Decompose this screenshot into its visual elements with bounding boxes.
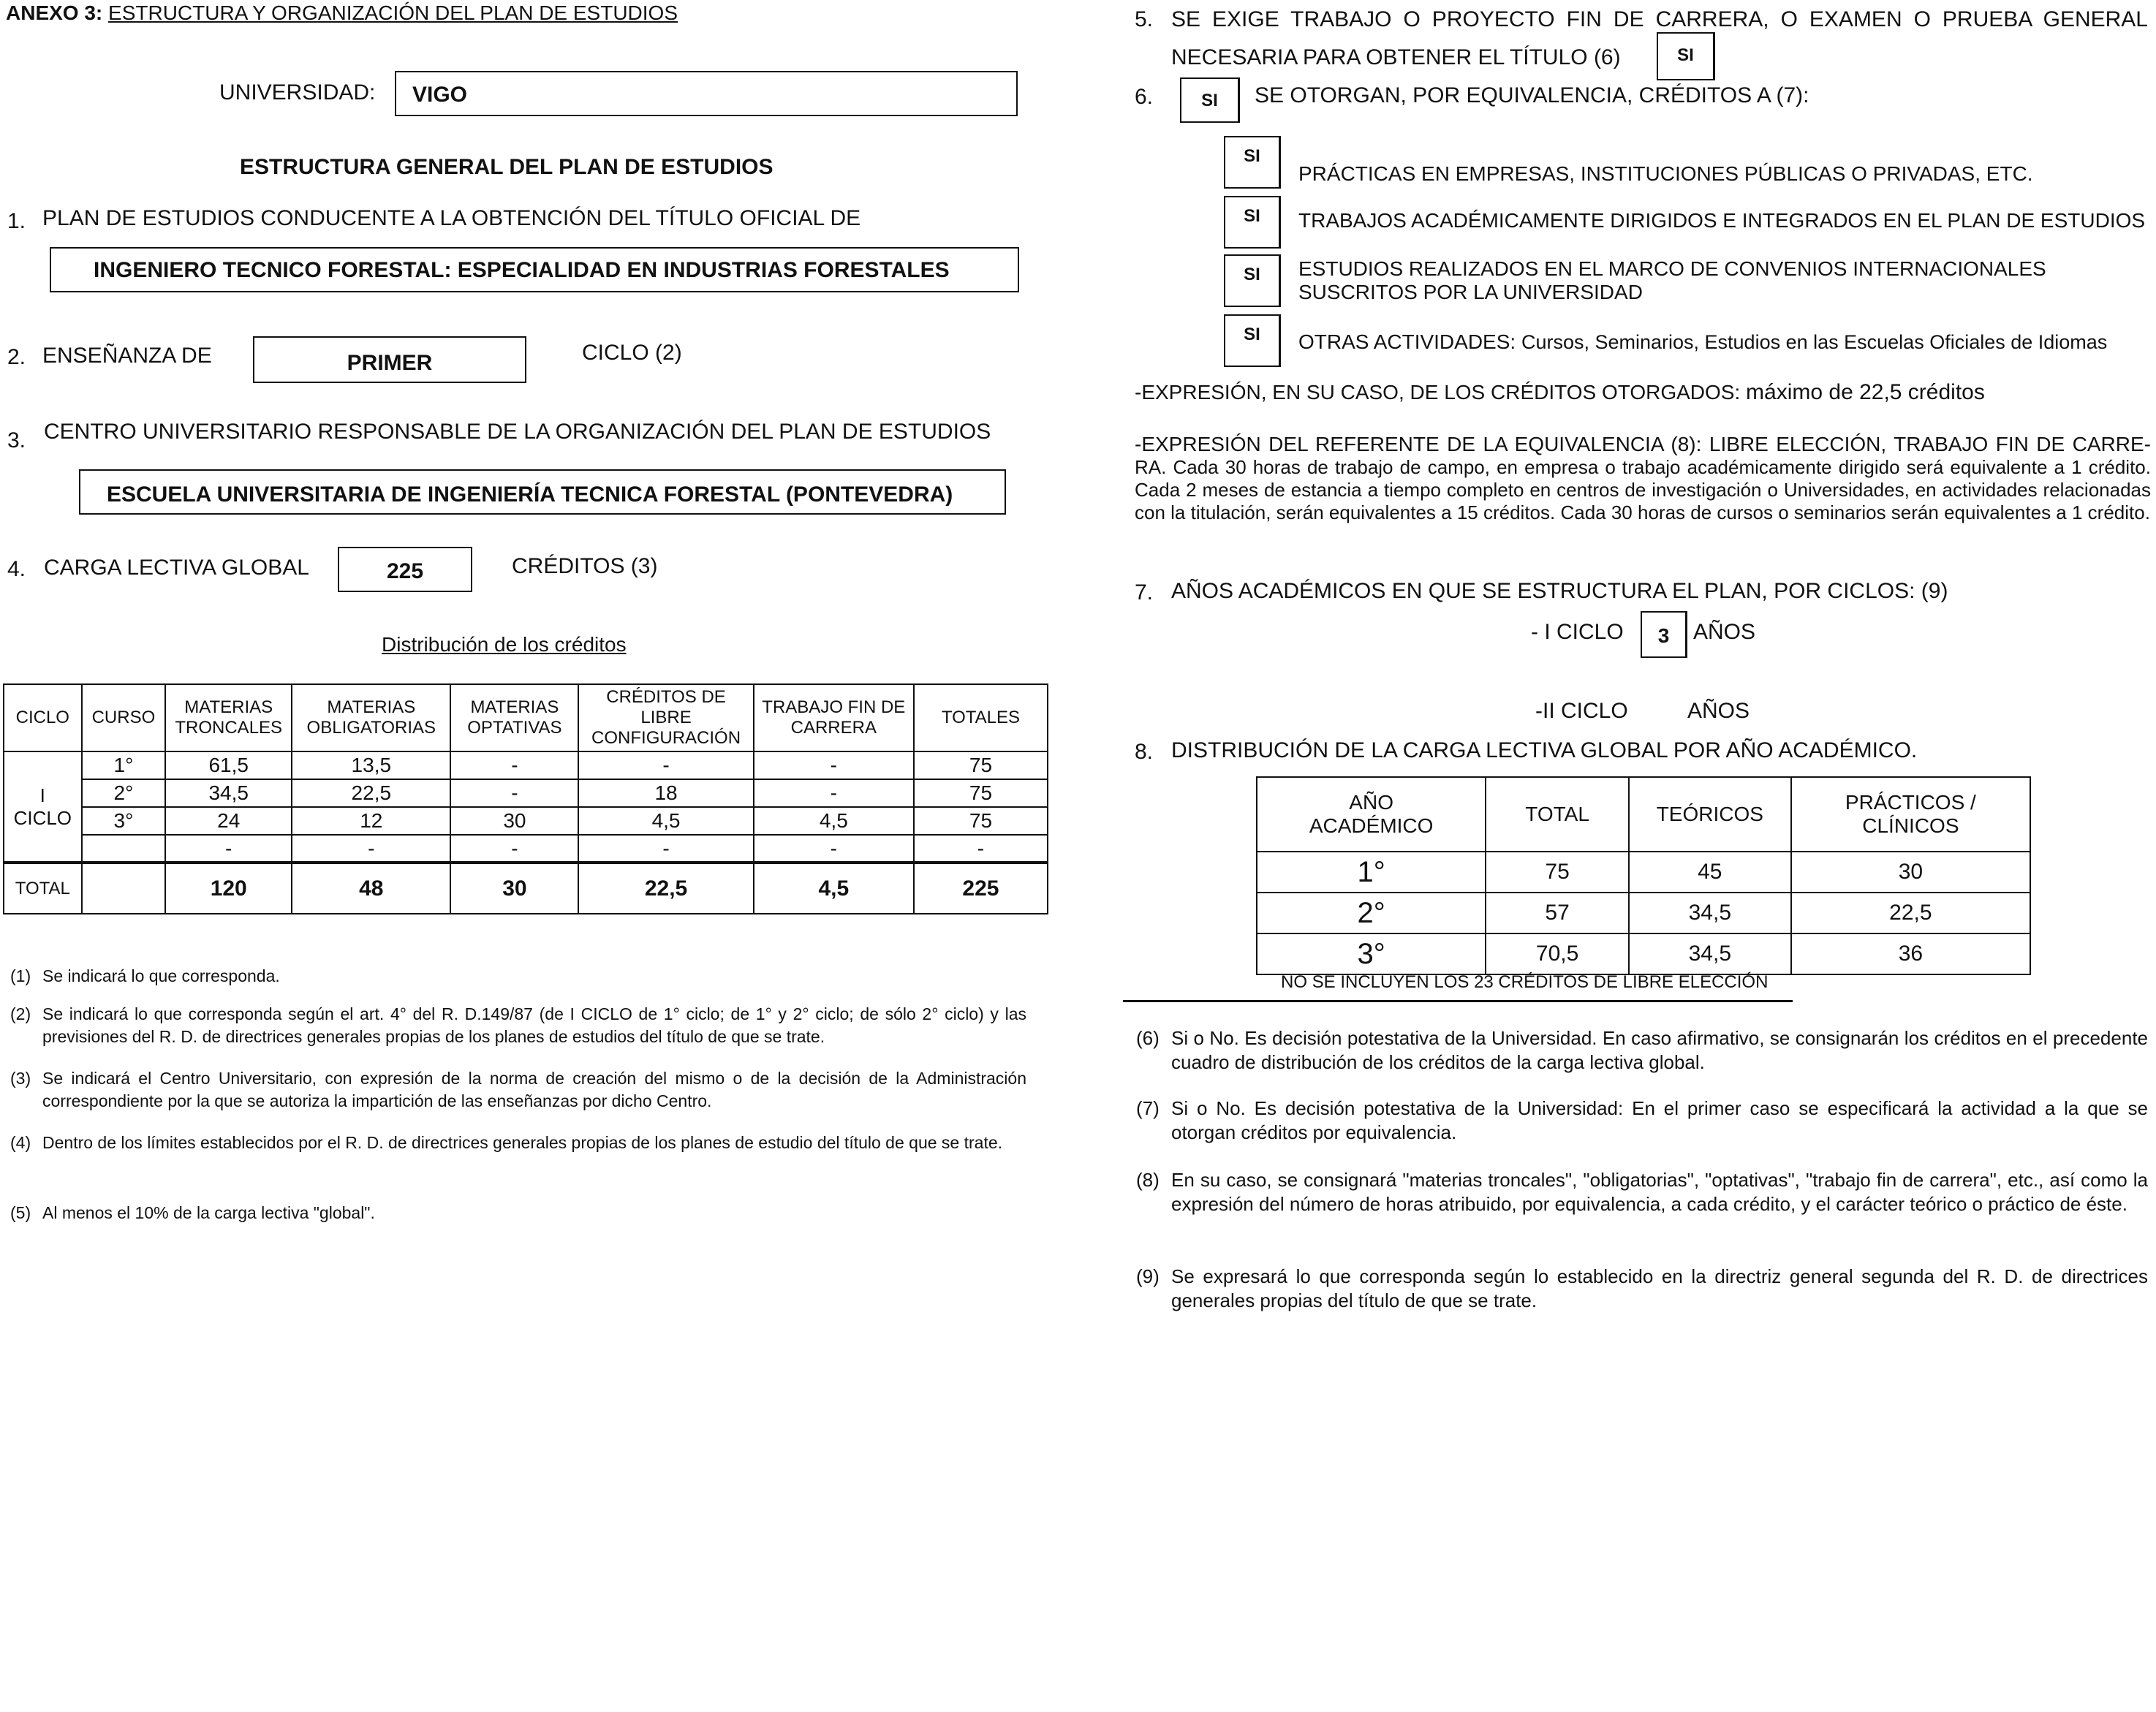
table-header-row bbox=[4, 684, 1048, 751]
footnote-text: Si o No. Es decisión potestativa de la Universidad. En caso afirmativo, se consignarán los créditos en el precedente cuadro de distribución de los créditos de la carga lectiva global. bbox=[1171, 1027, 2148, 1073]
activity-answer: SI bbox=[1244, 146, 1260, 166]
activity-label bbox=[1298, 330, 2107, 354]
activity-label-line2: SUSCRITOS POR LA UNIVERSIDAD bbox=[1298, 281, 1643, 303]
equivalence-reference-heading: -EXPRESIÓN DEL REFERENTE DE LA EQUIVALENCIA (8): LIBRE ELECCIÓN, TRABAJO FIN DE CARRE- bbox=[1135, 433, 2151, 455]
ciclo1-unit: AÑOS bbox=[1693, 620, 1756, 644]
table-cell: - bbox=[165, 835, 292, 863]
item6-answer-box bbox=[1180, 77, 1240, 123]
header-cell: MATERIAS OBLIGATORIAS bbox=[292, 684, 450, 751]
header-cell: PRÁCTICOS / CLÍNICOS bbox=[1791, 777, 2030, 852]
cycle-field bbox=[253, 336, 526, 383]
table-cell: 75 bbox=[1486, 852, 1629, 893]
table-cell: - bbox=[578, 751, 753, 779]
activity-label-detail: Cursos, Seminarios, Estudios en las Escuelas Oficiales de Idiomas bbox=[1521, 331, 2108, 353]
item5-answer: SI bbox=[1677, 45, 1694, 65]
table-cell: 75 bbox=[914, 779, 1048, 807]
table-cell: - bbox=[450, 779, 578, 807]
item8-number: 8. bbox=[1135, 740, 1154, 764]
table-cell: 12 bbox=[292, 807, 450, 835]
item2-suffix: CICLO (2) bbox=[582, 341, 682, 365]
header-cell: TEÓRICOS bbox=[1629, 777, 1791, 852]
activity-label: PRÁCTICAS EN EMPRESAS, INSTITUCIONES PÚBLICAS O PRIVADAS, ETC. bbox=[1298, 162, 2033, 185]
table-cell: 24 bbox=[165, 807, 292, 835]
ciclo1-years-value: 3 bbox=[1657, 624, 1670, 647]
year-cell: 1° bbox=[1257, 852, 1486, 893]
total-label: TOTAL bbox=[4, 863, 82, 914]
item2-text: ENSEÑANZA DE bbox=[42, 344, 212, 368]
table-cell: 75 bbox=[914, 807, 1048, 835]
item1-number: 1. bbox=[7, 209, 26, 233]
total-cell: 48 bbox=[292, 863, 450, 914]
table-cell: - bbox=[450, 835, 578, 863]
footnote-number: (7) bbox=[1136, 1097, 1160, 1119]
footnote-number: (5) bbox=[10, 1203, 31, 1222]
header-cell: TOTALES bbox=[914, 684, 1048, 751]
table-cell: 2° bbox=[82, 779, 166, 807]
credits-expression-value: máximo de 22,5 créditos bbox=[1746, 380, 1985, 404]
section-heading: ESTRUCTURA GENERAL DEL PLAN DE ESTUDIOS bbox=[240, 155, 773, 179]
divider-line bbox=[1123, 1000, 1793, 1002]
table-row bbox=[1257, 852, 2030, 893]
item5-line2: NECESARIA PARA OBTENER EL TÍTULO (6) bbox=[1171, 45, 1621, 69]
item7-number: 7. bbox=[1135, 580, 1154, 605]
activity-label: ESTUDIOS REALIZADOS EN EL MARCO DE CONVENIOS INTERNACIONALES bbox=[1298, 257, 2046, 280]
footnote-text: Se expresará lo que corresponda según lo establecido en la directriz general segunda del R. D. de directrices generales propias del título de que se trate. bbox=[1171, 1265, 2148, 1311]
table-row bbox=[4, 751, 1048, 779]
table-cell: 34,5 bbox=[165, 779, 292, 807]
header-cell: CURSO bbox=[82, 684, 166, 751]
table-cell: 45 bbox=[1629, 852, 1791, 893]
table-cell: 1° bbox=[82, 751, 166, 779]
cycle-value: PRIMER bbox=[347, 351, 433, 375]
table-row bbox=[4, 807, 1048, 835]
table-row bbox=[4, 835, 1048, 863]
item3-text: CENTRO UNIVERSITARIO RESPONSABLE DE LA ORGANIZACIÓN DEL PLAN DE ESTUDIOS bbox=[44, 420, 991, 444]
table-cell: 22,5 bbox=[292, 779, 450, 807]
table-cell: 70,5 bbox=[1486, 933, 1629, 974]
footnote-text: En su caso, se consignará "materias troncales", "obligatorias", "optativas", "trabajo fin de carrera", etc., así como la expresión del número de horas atribuido, por equivalencia, a cada crédito, y el carácter teórico o práctico de éste. bbox=[1171, 1169, 2148, 1215]
table-cell: - bbox=[754, 779, 914, 807]
table-cell: - bbox=[754, 751, 914, 779]
total-cell: 225 bbox=[914, 863, 1048, 914]
item4-number: 4. bbox=[7, 557, 26, 581]
header-cell: TRABAJO FIN DE CARRERA bbox=[754, 684, 914, 751]
footnote-number: (2) bbox=[10, 1004, 31, 1023]
total-cell: 22,5 bbox=[578, 863, 753, 914]
footnote-text: Si o No. Es decisión potestativa de la Universidad: En el primer caso se especificará la actividad a la que se otorgan créditos por equivalencia. bbox=[1171, 1097, 2148, 1143]
credits-field bbox=[338, 547, 472, 592]
item5-number: 5. bbox=[1135, 7, 1154, 31]
ciclo2-label: -II CICLO bbox=[1535, 699, 1628, 723]
total-cell: 30 bbox=[450, 863, 578, 914]
footnote-number: (9) bbox=[1136, 1265, 1160, 1287]
table-cell: - bbox=[578, 835, 753, 863]
table-cell: 4,5 bbox=[578, 807, 753, 835]
table-cell: 18 bbox=[578, 779, 753, 807]
footnote-text: Al menos el 10% de la carga lectiva "global". bbox=[42, 1203, 375, 1222]
table-cell bbox=[82, 835, 166, 863]
table-cell bbox=[82, 863, 166, 914]
header-cell: CRÉDITOS DE LIBRE CONFIGURACIÓN bbox=[578, 684, 753, 751]
ciclo1-years-box bbox=[1641, 611, 1687, 658]
credits-expression-label: -EXPRESIÓN, EN SU CASO, DE LOS CRÉDITOS OTORGADOS: bbox=[1135, 381, 1741, 404]
header-cell: AÑO ACADÉMICO bbox=[1257, 777, 1486, 852]
activity-label-main: OTRAS ACTIVIDADES: bbox=[1298, 330, 1516, 353]
table-header-row bbox=[1257, 777, 2030, 852]
item6-text: SE OTORGAN, POR EQUIVALENCIA, CRÉDITOS A (7): bbox=[1255, 83, 1809, 107]
table-cell: 57 bbox=[1486, 893, 1629, 933]
header-cell: MATERIAS TRONCALES bbox=[165, 684, 292, 751]
activity-answer-box bbox=[1224, 136, 1281, 189]
center-value: ESCUELA UNIVERSITARIA DE INGENIERÍA TECNICA FORESTAL (PONTEVEDRA) bbox=[107, 482, 953, 507]
table-cell: - bbox=[292, 835, 450, 863]
footnote-number: (3) bbox=[10, 1069, 31, 1088]
item3-number: 3. bbox=[7, 428, 26, 452]
credits-expression bbox=[1135, 380, 1985, 405]
activity-answer-box bbox=[1224, 314, 1281, 367]
item7-text: AÑOS ACADÉMICOS EN QUE SE ESTRUCTURA EL PLAN, POR CICLOS: (9) bbox=[1171, 579, 1948, 603]
table-cell: 36 bbox=[1791, 933, 2030, 974]
activity-answer: SI bbox=[1244, 325, 1260, 344]
footnote-text: Se indicará lo que corresponda según el art. 4° del R. D.149/87 (de I CICLO de 1° ciclo; de 1° y 2° ciclo; de sólo 2° ciclo) y las previsiones del R. D. de directrices generales propias de los planes de estudios del título de que se trate. bbox=[42, 1004, 1026, 1046]
equivalence-reference-body: RA. Cada 30 horas de trabajo de campo, en empresa o trabajo académicamente dirigido será equivalente a 1 crédito. Cada 2 meses de estancia a tiempo completo en centros de investigación o Universidades, en actividades relacionadas con la titulación, serán equivalentes a 15 créditos. Cada 30 horas de cursos o seminarios serán equivalentes a 1 crédito. bbox=[1135, 456, 2151, 523]
header-cell: MATERIAS OPTATIVAS bbox=[450, 684, 578, 751]
footnote-number: (8) bbox=[1136, 1169, 1160, 1191]
table-cell: 30 bbox=[450, 807, 578, 835]
credits-value: 225 bbox=[386, 559, 424, 583]
item6-answer: SI bbox=[1201, 91, 1218, 110]
degree-title-field bbox=[50, 247, 1019, 292]
footnote-text: Se indicará el Centro Universitario, con expresión de la norma de creación del mismo o de la decisión de la Administración correspondiente por la que se autoriza la impartición de las enseñanzas por dicho Centro. bbox=[42, 1069, 1026, 1110]
item8-text: DISTRIBUCIÓN DE LA CARGA LECTIVA GLOBAL POR AÑO ACADÉMICO. bbox=[1171, 738, 1918, 762]
ciclo2-unit: AÑOS bbox=[1687, 699, 1750, 723]
ciclo1-label: - I CICLO bbox=[1531, 620, 1624, 644]
table-cell: - bbox=[754, 835, 914, 863]
table-cell: 4,5 bbox=[754, 807, 914, 835]
activity-answer: SI bbox=[1244, 265, 1260, 284]
item1-text: PLAN DE ESTUDIOS CONDUCENTE A LA OBTENCIÓN DEL TÍTULO OFICIAL DE bbox=[42, 206, 861, 230]
footnote-text: Dentro de los límites establecidos por el R. D. de directrices generales propias de los planes de estudio del título de que se trate. bbox=[42, 1133, 1003, 1152]
distribution-title: Distribución de los créditos bbox=[382, 633, 627, 656]
ciclo-numeral: I bbox=[39, 784, 45, 806]
item6-number: 6. bbox=[1135, 85, 1154, 109]
footnote-number: (6) bbox=[1136, 1027, 1160, 1049]
table-cell: - bbox=[914, 835, 1048, 863]
activity-answer-box bbox=[1224, 196, 1281, 249]
table-cell: 61,5 bbox=[165, 751, 292, 779]
ciclo-word: CICLO bbox=[13, 806, 72, 829]
year-cell: 3° bbox=[1257, 933, 1486, 974]
table-cell: - bbox=[450, 751, 578, 779]
item4-text: CARGA LECTIVA GLOBAL bbox=[44, 556, 309, 580]
total-cell: 4,5 bbox=[754, 863, 914, 914]
year-distribution-table bbox=[1256, 776, 2031, 975]
credits-distribution-table bbox=[3, 683, 1048, 914]
table-row bbox=[1257, 893, 2030, 933]
center-field bbox=[79, 469, 1006, 515]
table-cell: 13,5 bbox=[292, 751, 450, 779]
year-table-footnote: NO SE INCLUYEN LOS 23 CRÉDITOS DE LIBRE ELECCIÓN bbox=[1281, 972, 1769, 992]
university-label: UNIVERSIDAD: bbox=[219, 80, 376, 105]
annex-title: ESTRUCTURA Y ORGANIZACIÓN DEL PLAN DE ESTUDIOS bbox=[108, 1, 678, 24]
table-total-row bbox=[4, 863, 1048, 914]
table-cell: 22,5 bbox=[1791, 893, 2030, 933]
item4-suffix: CRÉDITOS (3) bbox=[512, 554, 658, 578]
university-value: VIGO bbox=[412, 83, 468, 107]
footnote-text: Se indicará lo que corresponda. bbox=[42, 966, 280, 985]
header-cell: CICLO bbox=[4, 684, 82, 751]
activity-answer-box bbox=[1224, 254, 1281, 307]
degree-title-value: INGENIERO TECNICO FORESTAL: ESPECIALIDAD EN INDUSTRIAS FORESTALES bbox=[94, 258, 950, 282]
year-cell: 2° bbox=[1257, 893, 1486, 933]
item5-answer-box bbox=[1657, 32, 1715, 80]
item2-number: 2. bbox=[7, 345, 26, 369]
table-cell: 3° bbox=[82, 807, 166, 835]
annex-heading bbox=[6, 1, 678, 25]
activity-label: TRABAJOS ACADÉMICAMENTE DIRIGIDOS E INTEGRADOS EN EL PLAN DE ESTUDIOS bbox=[1298, 209, 2146, 232]
table-cell: 30 bbox=[1791, 852, 2030, 893]
footnote-number: (1) bbox=[10, 966, 31, 985]
total-cell: 120 bbox=[165, 863, 292, 914]
header-cell: TOTAL bbox=[1486, 777, 1629, 852]
activity-answer: SI bbox=[1244, 206, 1260, 226]
table-row bbox=[1257, 933, 2030, 974]
table-cell: 34,5 bbox=[1629, 933, 1791, 974]
footnote-number: (4) bbox=[10, 1133, 31, 1152]
table-cell: 75 bbox=[914, 751, 1048, 779]
ciclo-cell bbox=[4, 751, 82, 863]
annex-label: ANEXO 3: bbox=[6, 1, 103, 24]
table-row bbox=[4, 779, 1048, 807]
table-cell: 34,5 bbox=[1629, 893, 1791, 933]
university-field bbox=[395, 71, 1018, 116]
item5-line1: SE EXIGE TRABAJO O PROYECTO FIN DE CARRERA, O EXAMEN O PRUEBA GENERAL bbox=[1171, 7, 2148, 31]
